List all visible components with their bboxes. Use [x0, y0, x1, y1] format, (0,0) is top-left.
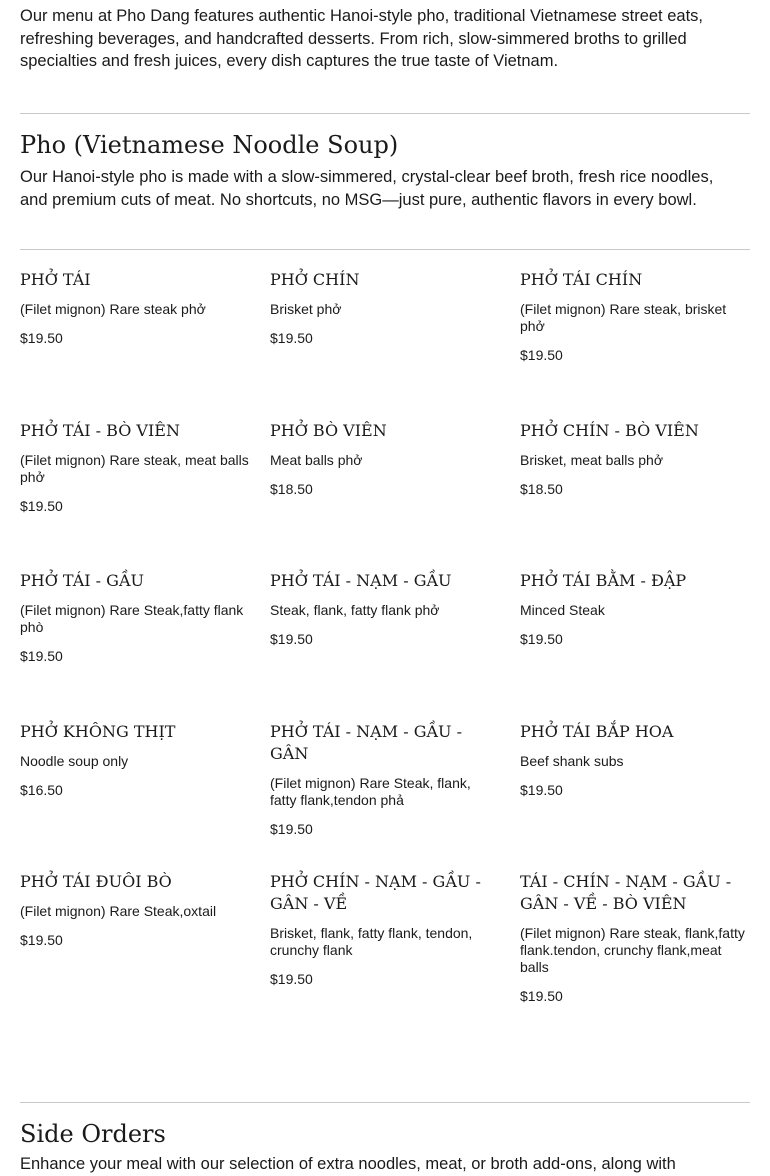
- menu-item-description: (Filet mignon) Rare Steak,oxtail: [20, 903, 217, 919]
- menu-item-description: Minced Steak: [520, 602, 605, 618]
- menu-item-price: $19.50: [520, 631, 563, 647]
- menu-item-price: $19.50: [20, 497, 63, 514]
- menu-item-name: PHỞ TÁI - NẠM - GẦU - GÂN: [270, 721, 462, 763]
- menu-item-price: $19.50: [20, 648, 63, 664]
- menu-item-price: $19.50: [520, 347, 563, 363]
- menu-item: [520, 871, 750, 1022]
- menu-item: [270, 721, 500, 872]
- menu-item-name: PHỞ BÒ VIÊN: [270, 420, 387, 440]
- menu-item-name: PHỞ CHÍN - BÒ VIÊN: [520, 420, 699, 440]
- menu-item-description: Brisket, meat balls phở: [520, 451, 664, 468]
- menu-item-price: $16.50: [20, 781, 63, 798]
- menu-item-price: $18.50: [520, 480, 563, 497]
- menu-item: [20, 420, 250, 571]
- section-divider: [20, 249, 750, 250]
- menu-item-price: $19.50: [20, 330, 63, 346]
- menu-item: [520, 269, 750, 420]
- menu-item-name: PHỞ TÁI - NẠM - GẦU: [270, 571, 452, 590]
- menu-item: [20, 570, 250, 721]
- menu-item-name: PHỞ TÁI - BÒ VIÊN: [20, 420, 180, 440]
- menu-item-name: TÁI - CHÍN - NẠM - GẦU - GÂN - VỀ - BÒ VIÊN: [520, 872, 732, 913]
- menu-item: [270, 420, 500, 571]
- menu-item-description: (Filet mignon) Rare Steak,fatty flank phò: [20, 602, 244, 635]
- menu-item: [520, 721, 750, 872]
- menu-item-description: (Filet mignon) Rare steak, flank,fatty flank.tendon, crunchy flank,meat balls: [520, 925, 745, 975]
- menu-item-name: PHỞ TÁI: [20, 270, 91, 289]
- menu-item-name: PHỞ CHÍN: [270, 270, 360, 289]
- menu-item: [270, 269, 500, 420]
- menu-item: [20, 871, 250, 1022]
- menu-item-price: $19.50: [520, 781, 563, 798]
- menu-item-description: Noodle soup only: [20, 752, 129, 769]
- menu-item: [520, 420, 750, 571]
- menu-item-price: $19.50: [270, 330, 313, 346]
- menu-item-price: $19.50: [20, 932, 63, 948]
- menu-item-price: $19.50: [520, 988, 563, 1004]
- pho-menu-grid: [20, 269, 750, 1022]
- section-divider: [20, 113, 750, 114]
- menu-item-price: $19.50: [270, 631, 313, 647]
- menu-item-price: $18.50: [270, 480, 313, 497]
- menu-item-description: (Filet mignon) Rare steak phở: [20, 301, 206, 317]
- menu-item-name: PHỞ TÁI - GẦU: [20, 571, 144, 590]
- menu-item-description: (Filet mignon) Rare steak, brisket phở: [520, 301, 727, 334]
- menu-item: [20, 721, 250, 872]
- menu-item-description: Meat balls phở: [270, 451, 363, 468]
- menu-item-description: (Filet mignon) Rare Steak, flank, fatty flank,tendon phả: [270, 774, 471, 808]
- menu-item: [520, 570, 750, 721]
- pho-section-description: Our Hanoi-style pho is made with a slow-simmered, crystal-clear beef broth, fresh rice noodles, and premium cuts of meat. No shortcuts, no MSG—just pure, authentic flavors in every bowl.: [20, 168, 714, 209]
- side-orders-section-description: Enhance your meal with our selection of extra noodles, meat, or broth add-ons, along with: [20, 1155, 676, 1173]
- menu-item-name: PHỞ TÁI ĐUÔI BÒ: [20, 872, 172, 891]
- pho-section-title: Pho (Vietnamese Noodle Soup): [20, 131, 399, 159]
- menu-item-description: Steak, flank, fatty flank phở: [270, 602, 440, 618]
- menu-item-description: Beef shank subs: [520, 752, 624, 769]
- menu-item: [270, 871, 500, 1022]
- menu-item-name: PHỞ KHÔNG THỊT: [20, 721, 176, 741]
- menu-item-name: PHỞ TÁI CHÍN: [520, 270, 643, 289]
- section-divider: [20, 1102, 750, 1103]
- menu-item-description: (Filet mignon) Rare steak, meat balls phở: [20, 451, 249, 485]
- menu-item-description: Brisket phở: [270, 301, 342, 317]
- menu-item-price: $19.50: [270, 820, 313, 837]
- menu-item-name: PHỞ TÁI BẮP HOA: [520, 721, 674, 741]
- menu-item-name: PHỞ CHÍN - NẠM - GẦU - GÂN - VỀ: [270, 872, 481, 913]
- menu-item-name: PHỞ TÁI BẰM - ĐẬP: [520, 571, 687, 590]
- menu-item-description: Brisket, flank, fatty flank, tendon, crunchy flank: [270, 925, 473, 958]
- menu-item: [270, 570, 500, 721]
- menu-item: [20, 269, 250, 420]
- menu-intro: Our menu at Pho Dang features authentic Hanoi-style pho, traditional Vietnamese street eats, refreshing beverages, and handcrafted desserts. From rich, slow-simmered broths to grilled specialties and fresh juices, every dish captures the true taste of Vietnam.: [20, 7, 704, 70]
- menu-item-price: $19.50: [270, 971, 313, 987]
- side-orders-section-title: Side Orders: [20, 1120, 166, 1148]
